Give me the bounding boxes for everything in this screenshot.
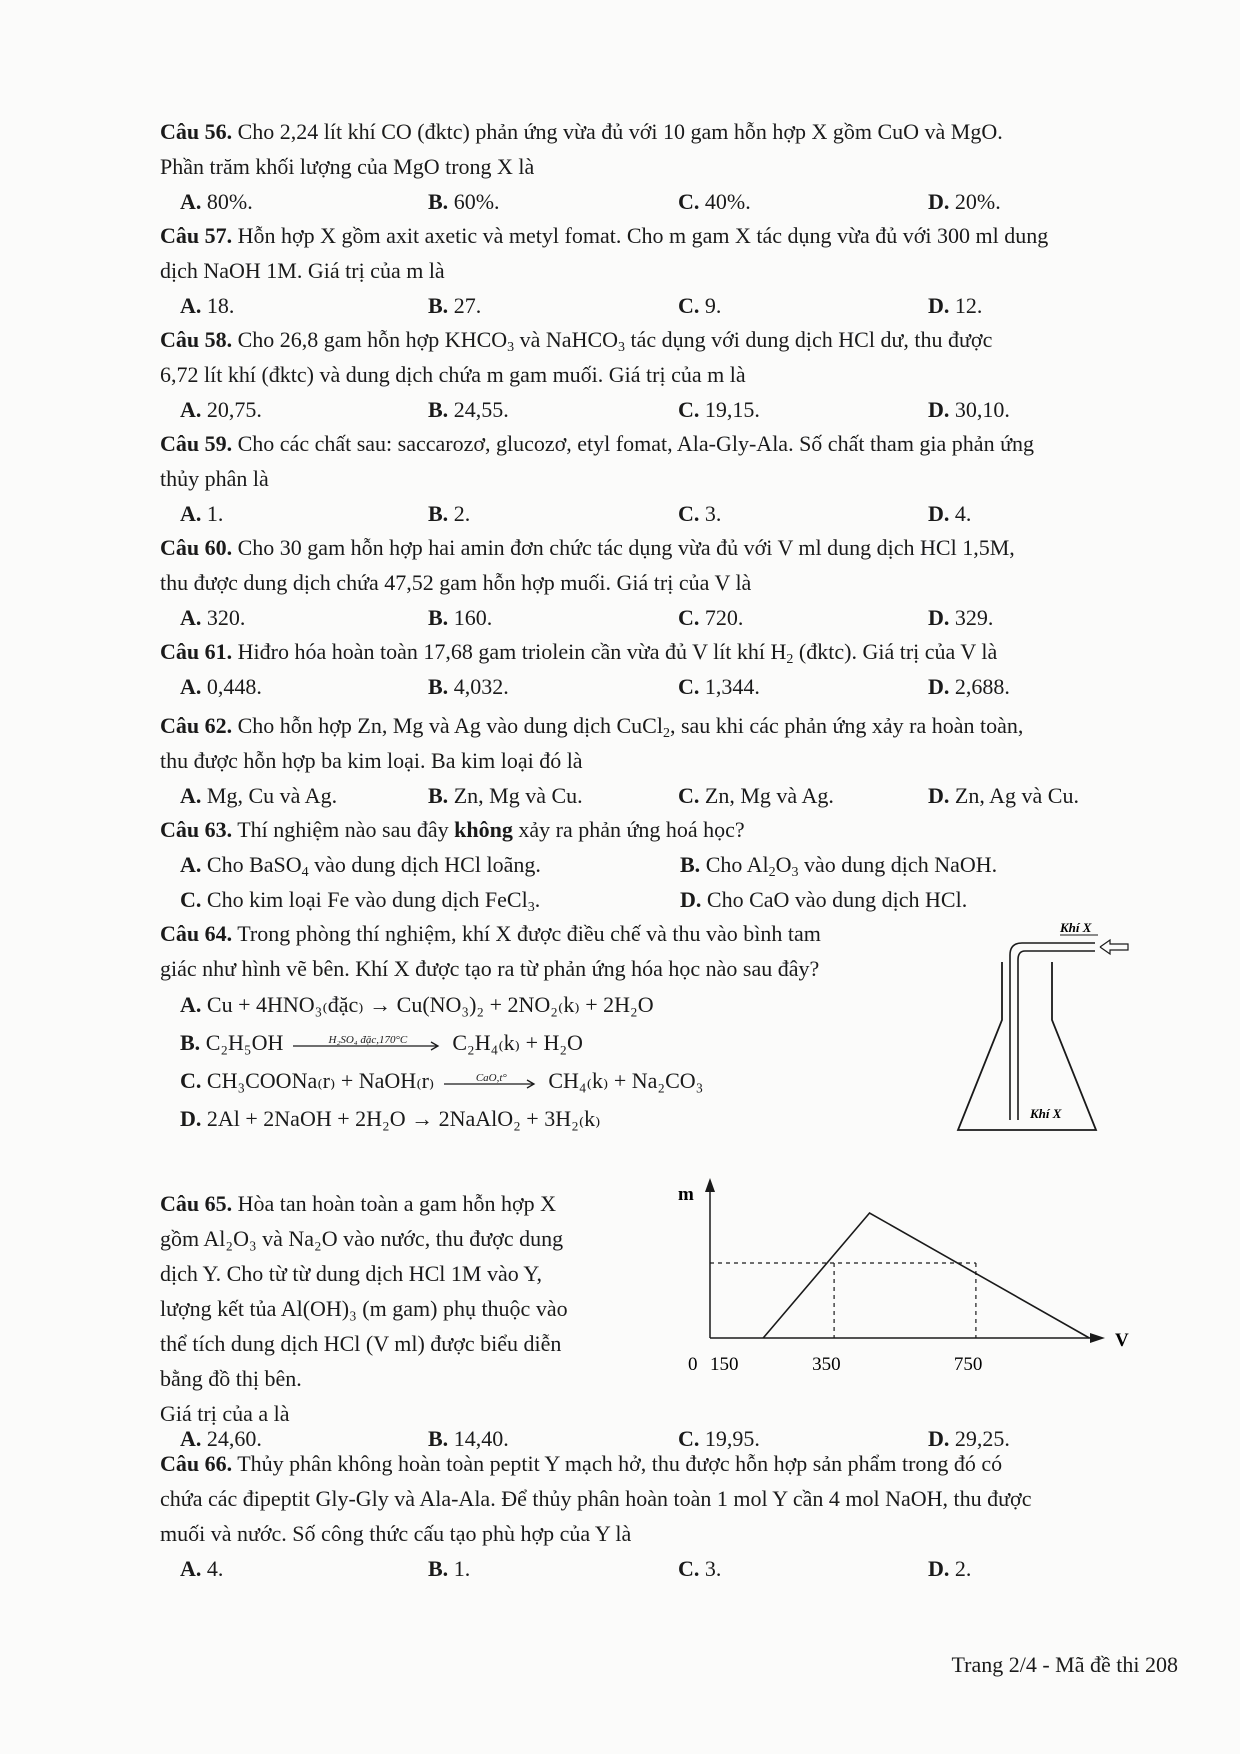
question-59 (160, 426, 1170, 531)
question-60 (160, 530, 1170, 635)
question-number: Câu 57. (160, 223, 233, 248)
option-c[interactable]: C. CH₃COONa₍r₎ + NaOH₍r₎ CaO,t° CH₄₍k₎ + Na₂CO₃ (160, 1062, 930, 1100)
flask-figure (950, 920, 1150, 1140)
option-c[interactable]: C. 1,344. (678, 674, 760, 699)
options-row (160, 392, 1170, 427)
option-a[interactable]: A. 20,75. (180, 397, 262, 422)
question-number: Câu 56. (160, 119, 233, 144)
option-d[interactable]: D. 2Al + 2NaOH + 2H₂O → 2NaAlO₂ + 3H₂₍k₎ (180, 1106, 601, 1131)
option-b[interactable]: B. 4,032. (428, 674, 509, 699)
option-c[interactable]: C. Cho kim loại Fe vào dung dịch FeCl$_3$. (180, 887, 541, 915)
options-row (160, 778, 1170, 813)
options-row (160, 1551, 1170, 1586)
question-57 (160, 218, 1170, 323)
arrow-left-icon (1100, 940, 1128, 954)
x-axis-arrow-icon (1090, 1333, 1105, 1343)
question-text: Cho 2,24 lít khí CO (đktc) phản ứng vừa đủ với 10 gam hỗn hợp X gồm CuO và MgO. (237, 119, 1003, 144)
option-a[interactable]: A. 0,448. (180, 674, 262, 699)
option-b[interactable]: B. Cho $Al_2O_3$ vào dung dịch NaOH. (680, 852, 998, 880)
option-d[interactable]: D. 12. (928, 293, 983, 318)
precipitate-chart (660, 1178, 1130, 1378)
gas-label-bottom: Khí X (1030, 1106, 1062, 1121)
question-number: Câu 66. (160, 1451, 233, 1476)
option-c[interactable]: C. Zn, Mg và Ag. (678, 783, 834, 808)
option-a[interactable]: A. 1. (180, 501, 224, 526)
y-axis-label: m (678, 1184, 694, 1205)
question-text: bằng đồ thị bên. (160, 1366, 302, 1391)
option-b[interactable]: B. 160. (428, 605, 493, 630)
question-text: giác như hình vẽ bên. Khí X được tạo ra từ phản ứng hóa học nào sau đây? (160, 956, 820, 981)
question-text: dịch NaOH 1M. Giá trị của m là (160, 258, 445, 283)
option-d[interactable]: D. 30,10. (928, 397, 1010, 422)
reaction-condition: H₂SO₄ đặc,170°C (328, 1033, 408, 1046)
question-number: Câu 58. (160, 327, 233, 352)
question-63 (160, 812, 1170, 917)
options-row (160, 496, 1170, 531)
question-text: Thủy phân không hoàn toàn peptit Y mạch hở, thu được hỗn hợp sản phẩm trong đó có (237, 1451, 1003, 1476)
options-row (160, 882, 1170, 917)
option-a[interactable]: A. Cu + 4HNO₃₍đặc₎ → Cu(NO₃)₂ + 2NO₂₍k₎ + 2H₂O (180, 992, 654, 1017)
question-number: Câu 60. (160, 535, 233, 560)
question-62 (160, 708, 1170, 813)
option-d[interactable]: D. Zn, Ag và Cu. (928, 783, 1079, 808)
option-a[interactable]: A. 320. (180, 605, 246, 630)
question-text: thủy phân là (160, 466, 269, 491)
question-number: Câu 63. (160, 817, 233, 842)
x-tick-label: 750 (953, 1354, 983, 1375)
question-text: Cho hỗn hợp Zn, Mg và Ag vào dung dịch CuCl (237, 713, 663, 738)
question-text: thu được dung dịch chứa 47,52 gam hỗn hợp muối. Giá trị của V là (160, 570, 752, 595)
option-a[interactable]: A. 24,60. (180, 1426, 262, 1451)
option-b[interactable]: B. 60%. (428, 189, 500, 214)
options-row (160, 669, 1170, 704)
reaction-arrow-icon (444, 1079, 539, 1089)
subscript: 2 (786, 652, 794, 667)
question-text: chứa các đipeptit Gly-Gly và Ala-Ala. Để thủy phân hoàn toàn 1 mol Y cần 4 mol NaOH, thu được (160, 1486, 1032, 1511)
option-d[interactable]: D. 329. (928, 605, 994, 630)
question-text: tác dụng với dung dịch HCl dư, thu được (625, 327, 993, 352)
question-text: Trong phòng thí nghiệm, khí X được điều chế và thu vào bình tam (237, 921, 821, 946)
option-b[interactable]: B. Zn, Mg và Cu. (428, 783, 583, 808)
question-text: muối và nước. Số công thức cấu tạo phù hợp của Y là (160, 1521, 632, 1546)
question-61 (160, 634, 1170, 704)
question-number: Câu 61. (160, 639, 233, 664)
option-c[interactable]: C. 19,95. (678, 1426, 760, 1451)
question-text: Hòa tan hoàn toàn a gam hỗn hợp X (237, 1191, 556, 1216)
question-text: Cho các chất sau: saccarozơ, glucozơ, etyl fomat, Ala-Gly-Ala. Số chất tham gia phản ứng (237, 431, 1034, 456)
question-number: Câu 64. (160, 921, 233, 946)
question-58 (160, 322, 1170, 427)
question-text: 6,72 lít khí (đktc) và dung dịch chứa m gam muối. Giá trị của m là (160, 362, 746, 387)
reaction-arrow-icon (293, 1041, 443, 1051)
question-text: Thí nghiệm nào sau đây (237, 817, 455, 842)
option-d[interactable]: D. 20%. (928, 189, 1001, 214)
option-a[interactable]: A. 4. (180, 1556, 224, 1581)
options-row (160, 288, 1170, 323)
option-a[interactable]: A. 80%. (180, 189, 253, 214)
question-text: , sau khi các phản ứng xảy ra hoàn toàn, (669, 713, 1024, 738)
option-b[interactable]: B. 2. (428, 501, 471, 526)
option-c[interactable]: C. 720. (678, 605, 744, 630)
option-d[interactable]: D. 2. (928, 1556, 972, 1581)
option-c[interactable]: C. 19,15. (678, 397, 760, 422)
option-d[interactable]: D. Cho CaO vào dung dịch HCl. (680, 887, 968, 912)
reaction-condition: CaO,t° (475, 1071, 507, 1084)
options-row (160, 847, 1170, 882)
question-number: Câu 65. (160, 1191, 233, 1216)
question-64 (160, 916, 930, 1138)
subscript: 3 (507, 340, 515, 355)
question-text: thu được hỗn hợp ba kim loại. Ba kim loại đó là (160, 748, 583, 773)
series-line (763, 1213, 1089, 1338)
x-tick-label: 350 (812, 1354, 841, 1375)
option-d[interactable]: D. 4. (928, 501, 972, 526)
question-text: Hỗn hợp X gồm axit axetic và metyl fomat. Cho m gam X tác dụng vừa đủ với 300 ml dung (237, 223, 1049, 248)
question-text: dịch Y. Cho từ từ dung dịch HCl 1M vào Y, (160, 1261, 542, 1286)
x-tick-label: 150 (710, 1354, 739, 1375)
question-number: Câu 59. (160, 431, 233, 456)
question-text: Phần trăm khối lượng của MgO trong X là (160, 154, 535, 179)
option-b[interactable]: B. 1. (428, 1556, 471, 1581)
gas-label-top: Khí X (1060, 920, 1092, 935)
option-a[interactable]: A. Cho BaSO$_4$ vào dung dịch HCl loãng. (180, 852, 541, 880)
option-b[interactable]: B. C₂H₅OH H₂SO₄ đặc,170°C C₂H₄₍k₎ + H₂O (160, 1024, 930, 1062)
question-number: Câu 62. (160, 713, 233, 738)
y-axis-arrow-icon (705, 1178, 715, 1192)
question-text: Giá trị của a là (160, 1401, 290, 1426)
x-tick-label: 0 (688, 1354, 698, 1375)
question-66 (160, 1446, 1170, 1586)
subscript: 2 (662, 726, 670, 741)
question-text: xảy ra phản ứng hoá học? (512, 817, 745, 842)
option-c[interactable]: C. 3. (678, 1556, 722, 1581)
option-b[interactable]: B. 24,55. (428, 397, 509, 422)
question-65 (160, 1186, 640, 1431)
option-d[interactable]: D. 29,25. (928, 1426, 1010, 1451)
question-text: Hiđro hóa hoàn toàn 17,68 gam triolein cần vừa đủ V lít khí H (237, 639, 787, 664)
subscript: 3 (618, 340, 626, 355)
emphasis: không (454, 817, 513, 842)
options-row (160, 600, 1170, 635)
option-b[interactable]: B. 14,40. (428, 1426, 509, 1451)
question-text: và NaHCO (514, 327, 619, 352)
option-c[interactable]: C. 9. (678, 293, 722, 318)
option-a[interactable]: A. Mg, Cu và Ag. (180, 783, 338, 808)
question-text: thể tích dung dịch HCl (V ml) được biểu diễn (160, 1331, 562, 1356)
page-footer: Trang 2/4 - Mã đề thi 208 (951, 1652, 1178, 1677)
options-row (160, 184, 1170, 219)
question-56 (160, 114, 1170, 219)
question-text: gồm Al₂O₃ và Na₂O vào nước, thu được dung (160, 1226, 564, 1251)
option-b[interactable]: B. 27. (428, 293, 482, 318)
question-text: (đktc). Giá trị của V là (793, 639, 998, 664)
option-d[interactable]: D. 2,688. (928, 674, 1010, 699)
question-text: Cho 26,8 gam hỗn hợp KHCO (237, 327, 508, 352)
option-c[interactable]: C. 3. (678, 501, 722, 526)
option-a[interactable]: A. 18. (180, 293, 235, 318)
option-c[interactable]: C. 40%. (678, 189, 751, 214)
question-text: Cho 30 gam hỗn hợp hai amin đơn chức tác dụng vừa đủ với V ml dung dịch HCl 1,5M, (237, 535, 1015, 560)
question-text: lượng kết tủa Al(OH)₃ (m gam) phụ thuộc vào (160, 1296, 568, 1321)
x-axis-label: V (1115, 1330, 1129, 1351)
